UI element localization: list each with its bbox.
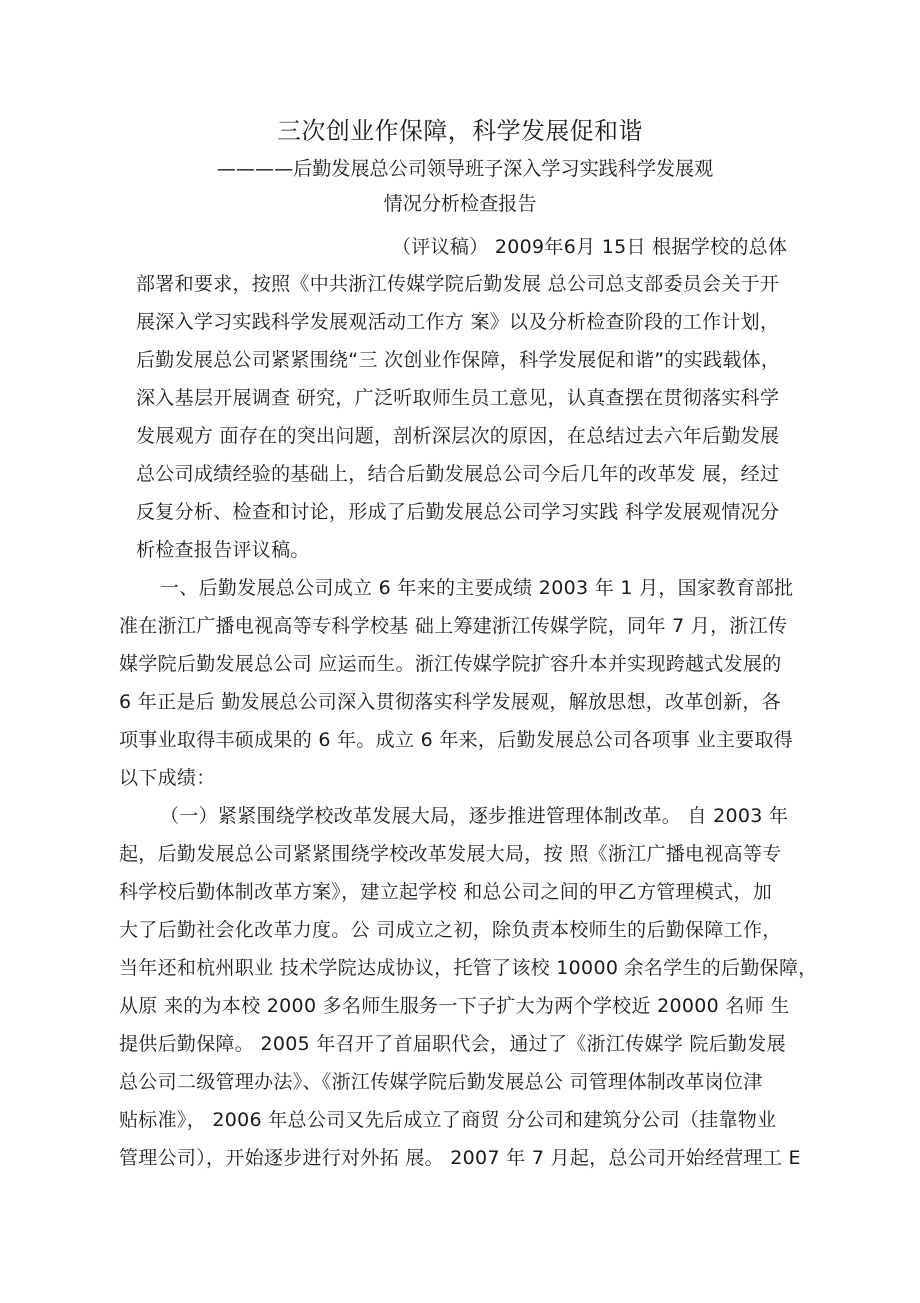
- body-line: 总公司成绩经验的基础上，结合后勤发展总公司今后几年的改革发 展，经过: [136, 463, 780, 485]
- body-line: 从原 来的为本校 2000 多名师生服务一下子扩大为两个学校近 20000 名师 生: [119, 995, 790, 1017]
- body-line: 一、后勤发展总公司成立 6 年来的主要成绩 2003 年 1 月，国家教育部批: [160, 577, 794, 599]
- body-line: 以下成绩：: [119, 767, 216, 789]
- body-line: 深入基层开展调查 研究，广泛听取师生员工意见，认真查摆在贯彻落实科学: [136, 387, 780, 409]
- document-subtitle: ————后勤发展总公司领导班子深入学习实践科学发展观: [216, 157, 714, 180]
- body-line: 大了后勤社会化改革力度。公 司成立之初，除负责本校师生的后勤保障工作，: [119, 919, 782, 941]
- body-line: 部署和要求，按照《中共浙江传媒学院后勤发展 总公司总支部委员会关于开: [136, 273, 780, 295]
- body-line: 后勤发展总公司紧紧围绕“三 次创业作保障，科学发展促和谐”的实践载体，: [136, 349, 781, 371]
- body-line: 提供后勤保障。 2005 年召开了首届职代会，通过了《浙江传媒学 院后勤发展: [119, 1033, 786, 1055]
- body-line: 科学校后勤体制改革方案》，建立起学校 和总公司之间的甲乙方管理模式，加: [119, 881, 773, 903]
- body-line: 媒学院后勤发展总公司 应运而生。浙江传媒学院扩容升本并实现跨越式发展的: [119, 653, 782, 675]
- body-line: 贴标准》， 2006 年总公司又先后成立了商贸 分公司和建筑分公司（挂靠物业: [119, 1109, 777, 1131]
- body-line: 总公司二级管理办法》、《浙江传媒学院后勤发展总公 司管理体制改革岗位津: [119, 1071, 763, 1093]
- body-line: 发展观方 面存在的突出问题，剖析深层次的原因，在总结过去六年后勤发展: [136, 425, 780, 447]
- body-line: 当年还和杭州职业 技术学院达成协议，托管了该校 10000 余名学生的后勤保障，: [119, 957, 818, 979]
- body-line: 6 年正是后 勤发展总公司深入贯彻落实科学发展观，解放思想，改革创新，各: [119, 691, 781, 713]
- body-line: 析检查报告评议稿。: [136, 539, 310, 561]
- body-line: （评议稿） 2009年6月 15日 根据学校的总体: [392, 236, 788, 258]
- body-line: 准在浙江广播电视高等专科学校基 础上筹建浙江传媒学院，同年 7 月，浙江传: [119, 615, 788, 637]
- body-line: （一）紧紧围绕学校改革发展大局，逐步推进管理体制改革。 自 2003 年: [160, 805, 789, 827]
- body-line: 展深入学习实践科学发展观活动工作方 案》以及分析检查阶段的工作计划，: [136, 311, 780, 333]
- body-line: 项事业取得丰硕成果的 6 年。成立 6 年来，后勤发展总公司各项事 业主要取得: [119, 729, 794, 751]
- document-subtitle-2: 情况分析检查报告: [383, 192, 537, 215]
- body-line: 管理公司），开始逐步进行对外拓 展。 2007 年 7 月起，总公司开始经营理工 E: [119, 1147, 801, 1169]
- document-title: 三次创业作保障，科学发展促和谐: [277, 117, 643, 145]
- title-block: [0, 112, 920, 221]
- body-line: 起，后勤发展总公司紧紧围绕学校改革发展大局，按 照《浙江广播电视高等专: [119, 843, 782, 865]
- body-line: 反复分析、检查和讨论，形成了后勤发展总公司学习实践 科学发展观情况分: [136, 501, 780, 523]
